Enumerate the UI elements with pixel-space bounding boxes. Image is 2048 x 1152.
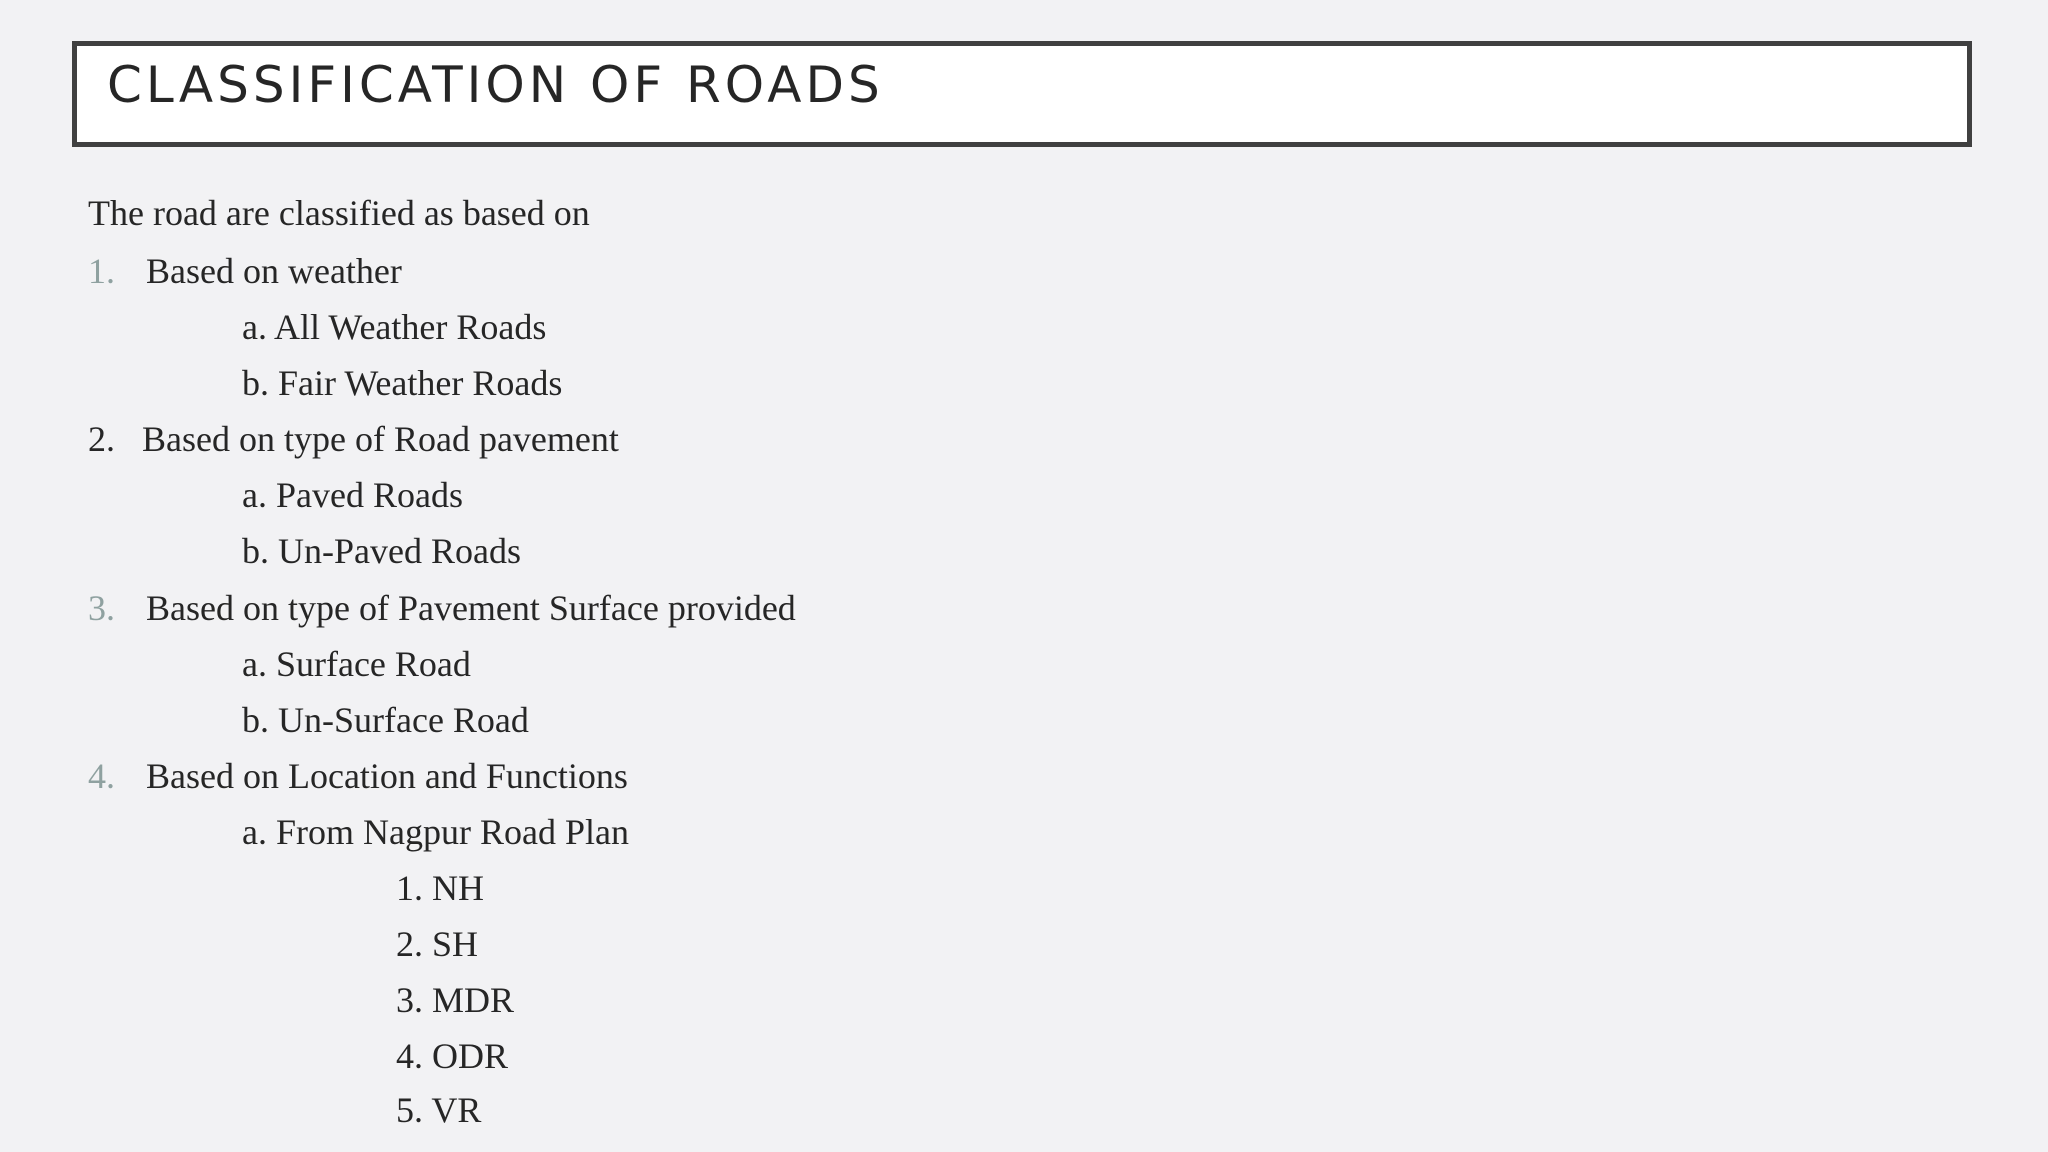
list-number-3: 3. bbox=[88, 588, 115, 628]
list-item-4: Based on Location and Functions bbox=[146, 756, 628, 796]
title-box bbox=[72, 41, 1972, 147]
sub-item-3a: a. Surface Road bbox=[242, 644, 471, 684]
nested-item-mdr: 3. MDR bbox=[396, 980, 515, 1020]
list-item-2: Based on type of Road pavement bbox=[142, 419, 619, 459]
list-number-1: 1. bbox=[88, 251, 115, 291]
list-item-1: Based on weather bbox=[146, 251, 402, 291]
nested-item-vr: 5. VR bbox=[396, 1090, 482, 1130]
nested-item-odr: 4. ODR bbox=[396, 1036, 509, 1076]
nested-item-sh: 2. SH bbox=[396, 924, 479, 964]
slide-title: CLASSIFICATION OF ROADS bbox=[107, 56, 884, 114]
sub-item-4a: a. From Nagpur Road Plan bbox=[242, 812, 629, 852]
sub-item-2b: b. Un-Paved Roads bbox=[242, 531, 521, 571]
list-number-4: 4. bbox=[88, 756, 115, 796]
list-item-3: Based on type of Pavement Surface provided bbox=[146, 588, 796, 628]
sub-item-1b: b. Fair Weather Roads bbox=[242, 363, 563, 403]
sub-item-3b: b. Un-Surface Road bbox=[242, 700, 529, 740]
intro-text: The road are classified as based on bbox=[88, 193, 590, 233]
sub-item-1a: a. All Weather Roads bbox=[242, 307, 547, 347]
list-number-2: 2. bbox=[88, 419, 115, 459]
sub-item-2a: a. Paved Roads bbox=[242, 475, 463, 515]
nested-item-nh: 1. NH bbox=[396, 868, 484, 908]
